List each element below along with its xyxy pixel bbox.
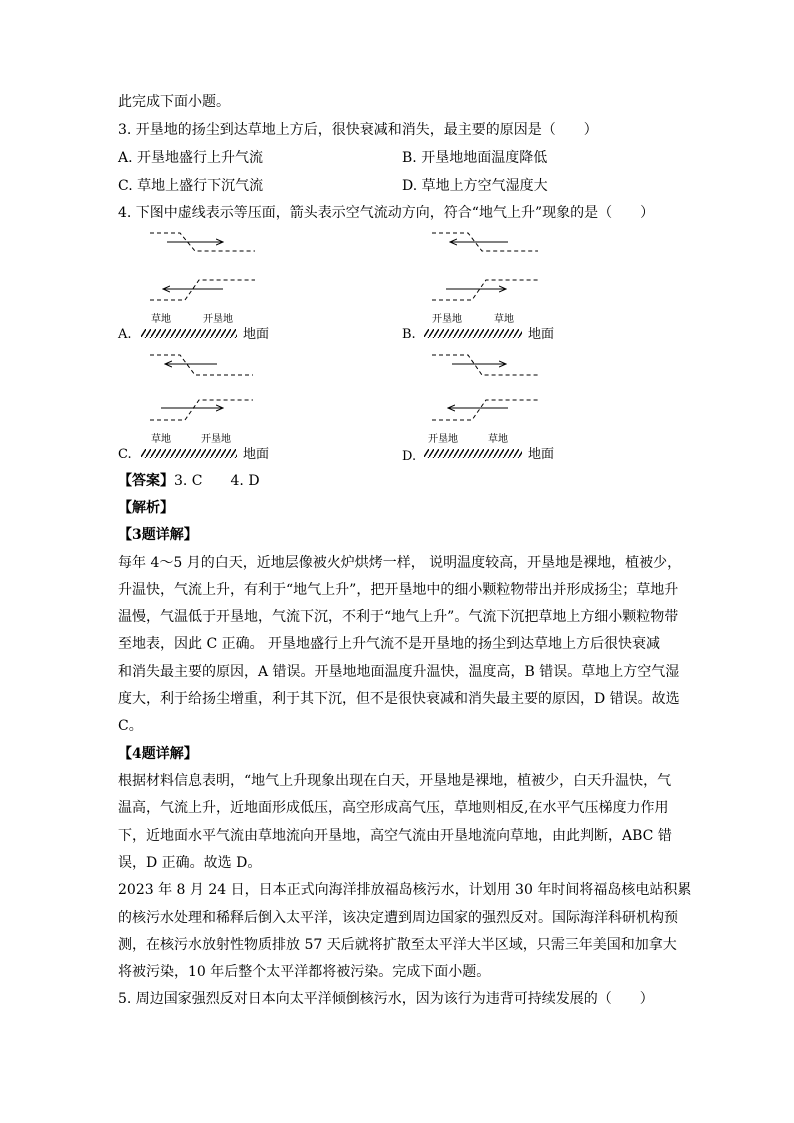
diagram-b-left-label: 开垦地	[432, 314, 462, 325]
material2-line: 2023 年 8 月 24 日，日本正式向海洋排放福岛核污水，计划用 30 年时间将福岛核电站积累	[118, 882, 692, 898]
q4-detail-line: 根据材料信息表明，“地气上升现象出现在白天，开垦地是裸地，植被少，白天升温快，气	[118, 773, 672, 789]
q4-diagram-d	[420, 350, 580, 450]
q4-option-a-letter: A.	[118, 327, 132, 342]
isobar-lower	[432, 280, 538, 300]
q4-detail-line: 下，近地面水平气流由草地流向开垦地，高空气流由开垦地流向草地，由此判断，ABC 错	[118, 828, 672, 844]
isobar-lower	[150, 400, 253, 420]
q3-stem: 3. 开垦地的扬尘到达草地上方后，很快衰减和消失，最主要的原因是（ ）	[118, 122, 598, 138]
diagram-d-left-label: 开垦地	[428, 434, 458, 445]
q4-detail-line: 温高，气流上升，近地面形成低压，高空形成高气压，草地则相反,在水平气压梯度力作用	[118, 800, 669, 816]
material2-line: 将被污染，10 年后整个太平洋都将被污染。完成下面小题。	[118, 964, 491, 980]
isobar-lower	[150, 280, 255, 300]
q4-diagram-b	[420, 228, 580, 328]
ground-c	[141, 446, 237, 455]
q3-option-c: C. 草地上盛行下沉气流	[118, 178, 264, 194]
diagram-a-right-label: 开垦地	[203, 314, 233, 325]
ground-b-label: 地面	[528, 327, 555, 342]
ground-d	[424, 446, 522, 455]
q3-detail-line: C。	[118, 718, 143, 734]
q3-detail-line: 升温快，气流上升，有利于“地气上升”，把开垦地中的细小颗粒物带出并形成扬尘；草地升	[118, 582, 679, 598]
q5-stem: 5. 周边国家强烈反对日本向太平洋倾倒核污水，因为该行为违背可持续发展的（ ）	[118, 991, 654, 1007]
q4-detail-label: 【4题详解】	[118, 746, 198, 762]
q3-detail-label: 【3题详解】	[118, 527, 198, 543]
q4-detail-line: 误，D 正确。故选 D。	[118, 855, 262, 871]
diagram-a-left-label: 草地	[151, 314, 171, 325]
q3-detail-line: 每年 4～5 月的白天，近地层像被火炉烘烤一样， 说明温度较高，开垦地是裸地，植被少，	[118, 555, 682, 571]
q3-detail-line: 度大，利于给扬尘增重，利于其下沉，但不是很快衰减和消失最主要的原因，D 错误。故选	[118, 691, 680, 707]
analysis-label: 【解析】	[118, 500, 174, 516]
answer-line	[118, 471, 260, 491]
q3-option-d: D. 草地上方空气湿度大	[402, 178, 548, 194]
answer-label: 【答案】	[118, 473, 174, 489]
q3-option-a: A. 开垦地盛行上升气流	[118, 150, 264, 166]
q4-option-c-letter: C.	[118, 447, 132, 462]
q4-diagram-a	[135, 228, 295, 328]
q4-stem: 4. 下图中虚线表示等压面，箭头表示空气流动方向，符合“地气上升”现象的是（ ）	[118, 205, 655, 221]
material2-line: 测，在核污水放射性物质排放 57 天后就将扩散至太平洋大半区域，只需三年美国和加拿大	[118, 937, 677, 953]
isobar-lower	[432, 400, 538, 420]
isobar-upper	[150, 355, 253, 375]
diagram-c-left-label: 草地	[151, 434, 171, 445]
q4-diagram-c	[135, 350, 295, 450]
diagram-b-right-label: 草地	[494, 314, 514, 325]
diagram-d-right-label: 草地	[488, 434, 508, 445]
q3-detail-line: 至地表，因此 C 正确。 开垦地盛行上升气流不是开垦地的扬尘到达草地上方后很快衰减	[118, 636, 661, 652]
q4-option-b-letter: B.	[402, 327, 416, 342]
material2-line: 的核污水处理和稀释后倒入太平洋，该决定遭到周边国家的强烈反对。国际海洋科研机构预	[118, 910, 678, 926]
isobar-upper	[432, 355, 538, 375]
q3-detail-line: 温慢，气温低于开垦地，气流下沉，不利于“地气上升”。气流下沉把草地上方细小颗粒物带	[118, 609, 679, 625]
q4-option-d-letter: D.	[402, 449, 417, 464]
ground-a	[141, 326, 237, 335]
diagram-c-right-label: 开垦地	[201, 434, 231, 445]
answer-text: 3. C 4. D	[174, 473, 260, 489]
ground-c-label: 地面	[243, 447, 270, 462]
intro-tail: 此完成下面小题。	[118, 94, 230, 110]
ground-d-label: 地面	[528, 447, 555, 462]
ground-b	[424, 326, 522, 335]
ground-a-label: 地面	[243, 327, 270, 342]
q3-detail-line: 和消失最主要的原因，A 错误。开垦地地面温度升温快，温度高，B 错误。草地上方空气湿	[118, 664, 680, 680]
q3-option-b: B. 开垦地地面温度降低	[402, 150, 548, 166]
